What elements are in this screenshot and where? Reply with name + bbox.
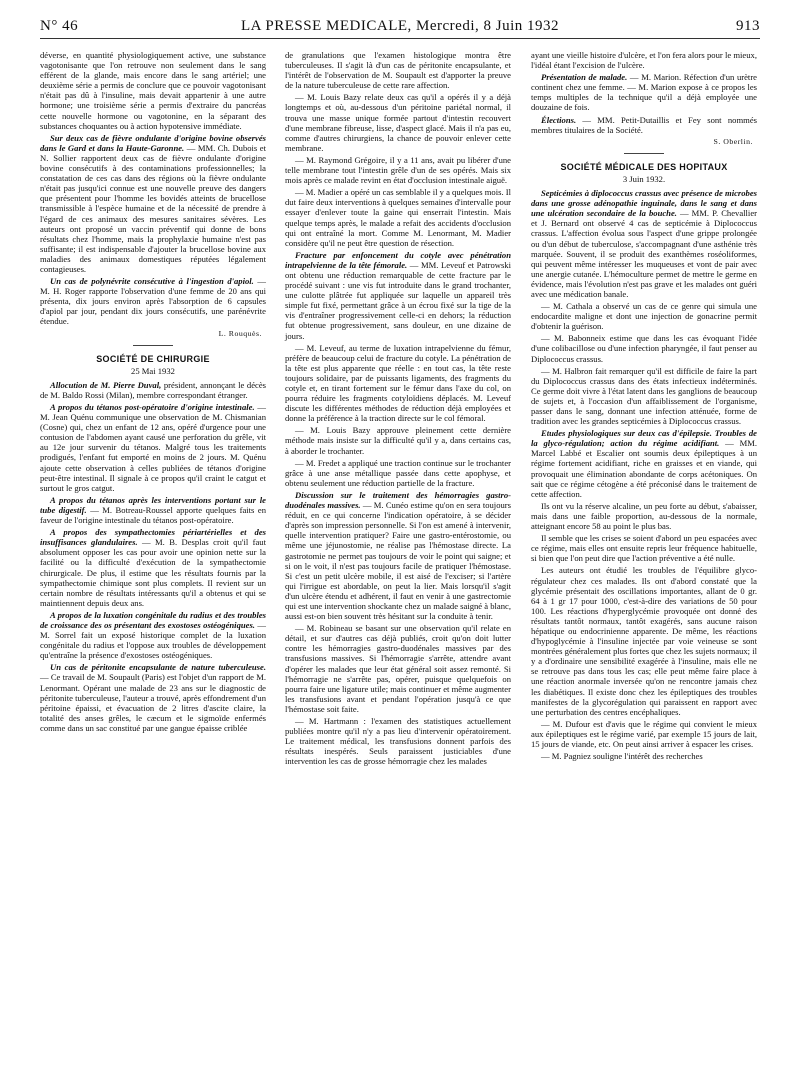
paragraph-heading: Fracture par enfoncement du cotyle avec pénétration intrapelvienne de la tête fémorale. (285, 249, 511, 270)
paragraph: — M. Robineau se basant sur une observation qu'il relate en détail, et sur d'autres cas déjà publiés, croit qu'on doit lutter contre les hémorragies gastro-duodénales massives par des transfusions massives. Si l'hémorragie s'arrête, attendre avant d'opérer les malades que leur état général soit assez remonté. Si l'hémorragie ne s'arrête pas, opérer, puisque quelquefois on pourra faire une ligature utile; mais continuer et même augmenter les transfusions avant et pendant l'opération jusqu'à ce que l'hémostase soit faite. (285, 623, 511, 714)
paragraph (40, 662, 266, 733)
page-number: 913 (736, 18, 760, 34)
paragraph: — M. Madier a opéré un cas semblable il y a quelques mois. Il dut faire deux interventions à quelques semaines d'intervalle pour essayer d'enlever toute la gaine qui enserrait l'intestin. Mais quelque temps après, le malade a refait des accidents d'occlusion qui ont entraîné la mort. Comme M. Lenormant, M. Madier considère qu'il ne peut être question de résection. (285, 187, 511, 248)
paragraph-body: — MM. Leveuf et Patrowski ont obtenu une réduction remarquable de cette fracture par le procédé suivant : une vis fut introduite dans le grand trochanter, une culotte plâtrée fut appliquée sur laquelle un appareil très simple fut fixé, permettant grâce à un écrou fixé sur la tige de la vis d'entraîner progressivement celle-ci en dehors; la réduction fut obtenue progressivement, sans douleur, en une dizaine de jours. (285, 259, 511, 341)
paragraph: Les auteurs ont étudié les troubles de l'équilibre glyco-régulateur chez ces malades. Ils ont d'abord constaté que la glycémie présentait des oscillations importantes, allant de 0 gr. 64 à 1 gr 17 pour 1000, c'est-à-dire des variations de 50 pour 100. Les réactions d'hyperglycémie provoquée ont donné des résultats tantôt normaux, tantôt exagérés, sans aucune raison hépatique ou endocrinienne apparente. De même, les réactions d'hypoglycémie à l'insuline injectée par voie veineuse se sont montrées généralement plus fortes que chez les sujets normaux; il y a d'ordinaire une sensibilité exagérée à l'insuline, mais elle ne se retrouve pas dans tous les cas; elle peut même faire place à une réaction anormale inversée qu'on ne rencontre jamais chez les diabétiques. Il existe donc chez les épileptiques des troubles manifestes de la glycorégulation qui paraissent en rapport avec une perturbation des centres encéphaliques. (531, 565, 757, 717)
paragraph (285, 490, 511, 621)
paragraph-body: — M. Marion. Réfection d'un urètre continent chez une femme. — M. Marion expose à ce propos les temps multiples de la technique qu'il a déjà employée une douzaine de fois. (531, 72, 757, 113)
paragraph-heading: Présentation de malade. (541, 72, 628, 83)
paragraph: — M. Leveuf, au terme de luxation intrapelvienne du fémur, préfère de beaucoup celui de fracture du cotyle. La pénétration de la tête est plus apparente que réelle : en tout cas, la tête reste toujours solidaire, par de puissants ligaments, des fragments du cotyle et, en tirant fortement sur le fémur dans l'axe du col, on pourra réduire les fragments cotyloïdiens déplacés. M. Leveuf discute les différentes méthodes de réduction déjà employées et donne la préférence à la traction directe sur le col fémoral. (285, 342, 511, 424)
paragraph-heading: Élections. (541, 114, 577, 125)
paragraph-body: — M. B. Desplas croit qu'il faut absolument opposer les cas pour avoir une opinion nette sur la facilité ou la difficulté d'exécution de la sympathectomie chirurgicale. De plus, il estime que les résultats fournis par la sympathectomie chimique sont plus complets. Il revient sur un certain nombre de résultats intéressants qu'il a obtenus et qui se maintiennent depuis deux ans. (40, 537, 266, 608)
paragraph: — M. Fredet a appliqué une traction continue sur le trochanter grâce à une anse métallique passée dans cette apophyse, et obtenu seulement une réduction partielle de la fracture. (285, 457, 511, 488)
paragraph: Il semble que les crises se soient d'abord un peu espacées avec ce régime, mais elles ont ensuite repris leur fréquence habituelle, si bien que l'on peut dire que l'action préventive a été nulle. (531, 533, 757, 564)
paragraph (531, 428, 757, 499)
paragraph (285, 250, 511, 341)
separator-rule (133, 345, 173, 346)
paragraph (40, 380, 266, 400)
paragraph (40, 527, 266, 608)
paragraph: — M. Louis Bazy relate deux cas qu'il a opérés il y a déjà longtemps et où, au-dessous d'un péritoine pariétal normal, il trouva une masse unique formée partout d'intestin recouvert d'une membrane fibreuse, lisse, d'aspect glacé. Mais il n'a pas eu, comme d'autres chirurgiens, la chance de pouvoir enlever cette membrane. (285, 92, 511, 153)
paragraph-body: — M. Sorrel fait un exposé historique complet de la luxation congénitale du radius et l'oppose aux troubles de développement qu'entraîne la présence d'exostoses ostéogéniques. (40, 619, 266, 661)
paragraph-body: — MM. Marcel Labbé et Escalier ont soumis deux épileptiques à un régime fortement acidifiant, riche en graisses et en viande, qui provoquait une élimination abondante de corps acétoniques. On sait que ce régime cétogène a été préconisé dans le traitement de cette affection. (531, 438, 757, 499)
paragraph: — M. Hartmann : l'examen des statistiques actuellement publiées montre qu'il n'y a pas lieu d'intervenir opératoirement. Le traitement médical, les transfusions donnent parfois des résultats inespérés. Seuls paraissent justiciables d'une intervention les cas de grosse hémorragie chez les malades (285, 716, 511, 767)
paragraph-heading: Septicémies à diplococcus crassus avec présence de microbes dans une grosse adénopathie inguinale, dans le sang et dans une ulcération secondaire de la bouche. (531, 188, 757, 219)
paragraph-heading: A propos du tétanos post-opératoire d'origine intestinale. (50, 402, 255, 412)
section-date: 3 Juin 1932. (622, 173, 666, 184)
paragraph: — M. Halbron fait remarquer qu'il est difficile de faire la part du Diplococcus crassus dans des états infectieux indéterminés. Ce germe doit vivre à l'état latent dans les ganglions de beaucoup de sujets et, à l'occasion d'un affaiblissement de l'organisme, passer dans le sang, donnant une infection atténuée, forme de tradition avec les grandes septicémies à Diplococcus crassus. (531, 365, 757, 427)
paragraph (40, 276, 266, 326)
paragraph-heading: A propos du tétanos après les interventions portant sur le tube digestif. (40, 494, 266, 515)
journal-title: LA PRESSE MEDICALE, Mercredi, 8 Juin 1932 (241, 18, 559, 34)
author-signature: L. Rouquès. (218, 328, 262, 338)
author-signature: S. Oberlin. (713, 136, 753, 146)
paragraph-heading: Sur deux cas de fièvre ondulante d'origine bovine observés dans le Gard et dans la Haute-Garonne. (40, 132, 266, 153)
section-title: SOCIÉTÉ DE CHIRURGIE (96, 353, 210, 364)
paragraph: — M. Cathala a observé un cas de ce genre qui simula une endocardite maligne et dont une injection de gonacrine permit d'obtenir la guérison. (531, 301, 757, 332)
paragraph-heading: Allocution de M. Pierre Duval, (50, 379, 162, 390)
paragraph-body: — M. H. Roger rapporte l'observation d'une femme de 20 ans qui présenta, dix jours environ après l'absorption de 6 capsules d'apiol par jour, pendant dix jours consécutifs, une parénévrite étendue. (40, 276, 266, 327)
paragraph: de granulations que l'examen histologique montra être tuberculeuses. Il s'agit là d'un cas de péritonite encapsulante, et l'intérêt de l'observation de M. Soupault est d'apporter la preuve de la nature tuberculeuse de cette rare affection. (285, 50, 511, 91)
paragraph: — M. Pagniez souligne l'intérêt des recherches (541, 751, 703, 762)
paragraph: — M. Dufour est d'avis que le régime qui convient le mieux aux épileptiques est le régime varié, par exemple 15 jours de lait, 15 jours de viande, etc. On peut ainsi arriver à espacer les crises. (531, 718, 757, 749)
issue-number: N° 46 (40, 18, 79, 34)
paragraph-heading: Etudes physiologiques sur deux cas d'épilepsie. Troubles de la glyco-régulation; action du régime acidifiant. (531, 428, 757, 449)
paragraph-body: — M. Botreau-Roussel apporte quelques faits en faveur de l'origine intestinale du tétanos post-opératoire. (40, 504, 266, 526)
paragraph-heading: Un cas de polynévrite consécutive à l'ingestion d'apiol. (50, 276, 254, 287)
paragraph (531, 188, 757, 299)
paragraph-body: — M. Cunéo estime qu'on en sera toujours réduit, en ce qui concerne l'indication opératoire, à se décider d'après son impression personnelle. Si l'on est amené à intervenir, quelle intervention pratiquer? Faire une gastro-entérostomie, ou même une jéjunostomie, ne réalise pas l'hémostase directe. La gastrotomie ne permet pas toujours de voir le point qui saigne; et si on le voit, il n'est pas toujours facile de pratiquer l'hémostase. Si c'est un petit ulcère mobile, il est aisé de l'exciser; si l'artère qui l'irrigue est abordable, on peut la lier. Mais lorsqu'il s'agit d'un ulcère étendu et adhérent, il faut en venir à une gastrectomie qui est une intervention shockante chez un malade saigné à blanc, aussi est-on bien souvent très hésitant sur la conduite à tenir. (285, 500, 511, 622)
paragraph: déverse, en quantité physiologiquement active, une substance vagotonisante que l'on retrouve non seulement dans le sang efférent de la glande, mais encore dans le sang artériel; une deuxième série a permis de conclure que ce pouvoir vagotonisant n'était pas dû à l'insuline, mais devait appartenir à une autre hormone; une troisième série a permis d'extraire du pancréas cette nouvelle hormone ou vagotonine, en la séparant des substances choquantes ou à action hypotensive immédiate. (40, 50, 266, 131)
paragraph-heading: A propos de la luxation congénitale du radius et des troubles de croissance des os présentant des exostoses ostéogéniques. (40, 609, 266, 630)
column-left (40, 50, 266, 735)
paragraph-heading: Discussion sur le traitement des hémorragies gastro-duodénales massives. (285, 489, 511, 511)
paragraph (40, 402, 266, 493)
section-title: SOCIÉTÉ MÉDICALE DES HOPITAUX (560, 161, 728, 172)
paragraph: — M. Babonneix estime que dans les cas évoquant l'idée d'une colibacillose ou d'une infection pharyngée, il faut penser au Diplococcus crassus. (531, 333, 757, 364)
paragraph-heading: Un cas de péritonite encapsulante de nature tuberculeuse. (50, 662, 266, 673)
section-date: 25 Mai 1932 (131, 365, 175, 376)
paragraph (40, 133, 266, 274)
paragraph-body: — MM. Ch. Dubois et N. Sollier rapportent deux cas de fièvre ondulante d'origine bovine consécutifs à des contaminations professionnelles; la constatation de ces cas dans des régions où la fièvre ondulante n'était pas jusqu'ici connue est une nouvelle preuve des dangers que présentent pour l'homme les bovidés atteints de brucellose transmissible à l'espèce humaine et de la nécessité de prendre à l'égard de ces animaux des mesures sanitaires sévères. Les auteurs ont proposé un vaccin préventif qui donne de bons résultats chez l'homme, mais la prophylaxie humaine n'est pas suffisante; il est indispensable d'ajouter la brucellose bovine aux maladies des animaux domestiques réputées légalement contagieuses. (40, 142, 266, 274)
paragraph (40, 610, 266, 660)
paragraph: — M. Louis Bazy approuve pleinement cette dernière méthode mais insiste sur la difficulté qu'il y a, dans certains cas, à aborder le trochanter. (285, 425, 511, 456)
paragraph (531, 72, 757, 112)
page-header (40, 18, 760, 39)
separator-rule (624, 153, 664, 154)
paragraph: — M. Raymond Grégoire, il y a 11 ans, avait pu libérer d'une telle membrane tout l'intestin grêle d'un de ses opérés. Mais six mois après ce malade revint en état d'occlusion intestinale aiguë. (285, 154, 511, 186)
paragraph-body: — Ce travail de M. Soupault (Paris) est l'objet d'un rapport de M. Lenormant. Opérant une malade de 23 ans sur le diagnostic de péritonite tuberculeuse, l'auteur a trouvé, après effondrement d'un péritoine épaissi, et évacuation de 2 litres d'ascite claire, la totalité des anses grêles, le cæcum et le sigmoïde enfermés comme dans un sac constitué par une gangue épaisse criblée (40, 672, 266, 733)
paragraph (531, 115, 757, 135)
paragraph-body: — MM. P. Chevallier et J. Bernard ont observé 4 cas de septicémie à Diplococcus crassus. L'affection évolua sous l'aspect d'une grippe prolongée ou d'un début de tuberculose, s'accompagnant d'une asthénie très marquée. Souvent, il se produit des exanthèmes roséoliformes, qui peuvent même intéresser les muqueuses et vont de pair avec une anergie cutanée. L'hémoculture permet de mettre le germe en évidence, mais l'évolution n'est pas grave et les malades ont guéri avec une médication banale. (531, 208, 757, 299)
paragraph: Ils ont vu la réserve alcaline, un peu forte au début, s'abaisser, mais dans une faible proportion, au-dessous de la normale, atteignant encore 58 au point le plus bas. (531, 500, 757, 532)
paragraph-heading: A propos des sympathectomies périartérielles et des insuffisances glandulaires. (40, 527, 266, 548)
column-right (531, 50, 757, 763)
paragraph: ayant une vieille histoire d'ulcère, et l'on fera alors pour le mieux, l'idéal étant l'excision de l'ulcère. (531, 50, 757, 71)
paragraph-body: président, annonçant le décès de M. Baldo Rossi (Milan), membre correspondant étranger. (40, 379, 266, 400)
paragraph (40, 495, 266, 525)
paragraph-body: — M. Jean Quénu communique une observation de M. Chismanian (Cosne) qui, chez un enfant de 12 ans, opéré d'urgence pour une contusion de l'abdomen ayant causé une perforation du grêle, vit au 12e jour survenir du tétanos. Malgré tous les traitements prodigués, l'enfant fut emporté en moins de 2 jours. M. Quénu ajoute cette observation à celles publiées de tétanos d'origine peut-être intestinal. Il signale à ce propos qu'il craint le catgut et surtout le gros catgut. (40, 402, 266, 493)
column-middle (285, 50, 511, 768)
paragraph-body: — MM. Petit-Dutaillis et Fey sont nommés membres titulaires de la Société. (531, 114, 757, 135)
